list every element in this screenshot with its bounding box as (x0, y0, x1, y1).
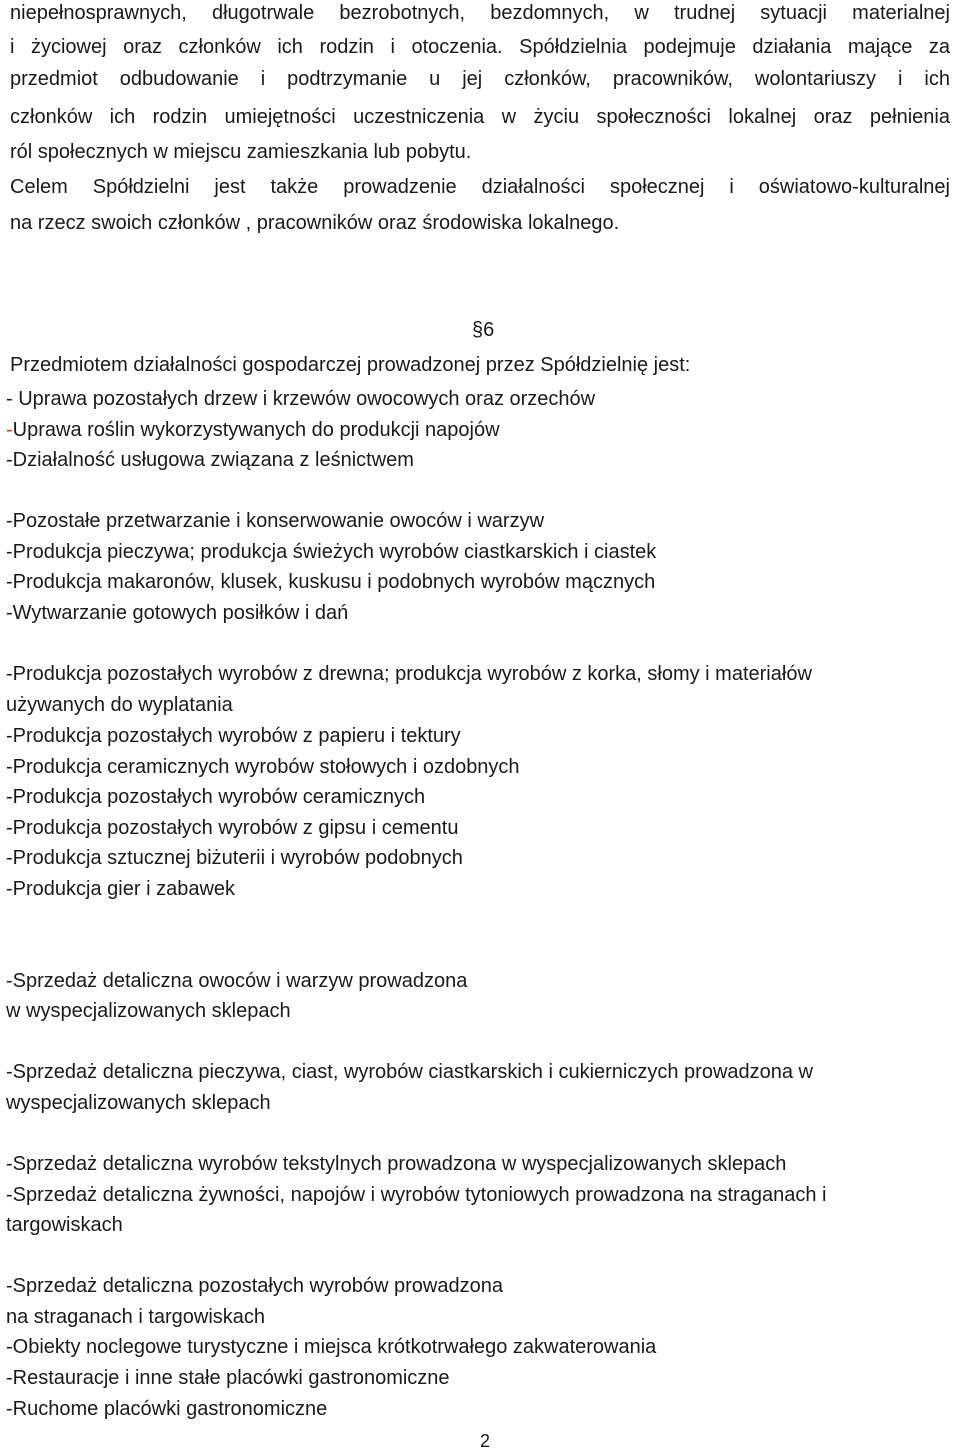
list-text: Uprawa roślin wykorzystywanych do produkcji napojów (12, 419, 500, 441)
list-text: Wytwarzanie gotowych posiłków i dań (12, 602, 349, 624)
list-text: Produkcja sztucznej biżuterii i wyrobów podobnych (12, 847, 463, 869)
list-text: wyspecjalizowanych sklepach (6, 1092, 271, 1114)
list-item (6, 416, 500, 444)
list-dash: - (6, 449, 13, 471)
list-text: Produkcja pieczywa; produkcja świeżych wyrobów ciastkarskich i ciastek (12, 541, 657, 563)
aim-line: na rzecz swoich członków , pracowników oraz środowiska lokalnego. (10, 212, 620, 234)
list-text: Produkcja pozostałych wyrobów z papieru i tektury (12, 725, 461, 747)
list-dash: - (6, 725, 13, 747)
list-text: Produkcja pozostałych wyrobów z drewna; produkcja wyrobów z korka, słomy i materiałów (12, 663, 812, 685)
list-item (6, 997, 291, 1025)
list-item (6, 507, 544, 535)
section-heading: §6 (472, 319, 495, 341)
list-text: Sprzedaż detaliczna pozostałych wyrobów prowadzona (12, 1275, 503, 1297)
list-dash: - (6, 1061, 13, 1083)
list-item (6, 814, 458, 842)
list-dash: - (6, 663, 13, 685)
list-dash: - (6, 1153, 13, 1175)
list-dash: - (6, 878, 13, 900)
list-dash: - (6, 1275, 13, 1297)
list-text: Pozostałe przetwarzanie i konserwowanie owoców i warzyw (12, 510, 545, 532)
list-dash: - (6, 1398, 13, 1420)
list-dash: - (6, 1184, 13, 1206)
list-text: Sprzedaż detaliczna wyrobów tekstylnych prowadzona w wyspecjalizowanych sklepach (12, 1153, 787, 1175)
list-dash: - (6, 571, 13, 593)
list-text: Produkcja makaronów, klusek, kuskusu i podobnych wyrobów mącznych (12, 571, 656, 593)
list-text: na straganach i targowiskach (6, 1306, 266, 1328)
list-dash: - (6, 970, 13, 992)
list-text: Sprzedaż detaliczna żywności, napojów i wyrobów tytoniowych prowadzona na straganach i (12, 1184, 827, 1206)
list-text: Produkcja pozostałych wyrobów z gipsu i cementu (12, 817, 459, 839)
list-dash: - (6, 510, 13, 532)
list-item (6, 691, 233, 719)
aim-line: Celem Spółdzielni jest także prowadzenie działalności społecznej i oświatowo-kulturalnej (10, 176, 950, 198)
intro-line: przedmiot odbudowanie i podtrzymanie u jej członków, pracowników, wolontariuszy i ich (10, 68, 950, 90)
list-dash: - (6, 847, 13, 869)
list-item (6, 1211, 123, 1239)
list-item (6, 568, 655, 596)
list-item (6, 660, 812, 688)
intro-line: i życiowej oraz członków ich rodzin i otoczenia. Spółdzielnia podejmuje działania mające za (10, 36, 950, 58)
list-dash: - (6, 1336, 13, 1358)
list-text: Działalność usługowa związana z leśnictwem (12, 449, 414, 471)
list-item (6, 722, 461, 750)
list-text: Restauracje i inne stałe placówki gastronomiczne (12, 1367, 450, 1389)
list-text: targowiskach (6, 1214, 123, 1236)
list-item (6, 1181, 826, 1209)
intro-line: ról społecznych w miejscu zamieszkania lub pobytu. (10, 141, 472, 163)
list-dash: - (6, 388, 19, 410)
list-item (6, 385, 595, 413)
list-item (6, 875, 235, 903)
list-dash: - (6, 1367, 13, 1389)
list-text: Produkcja gier i zabawek (12, 878, 236, 900)
list-item (6, 1089, 271, 1117)
list-item (6, 1395, 327, 1423)
list-item (6, 1303, 265, 1331)
list-dash: - (6, 541, 13, 563)
list-text: Produkcja pozostałych wyrobów ceramicznych (12, 786, 426, 808)
list-item (6, 1333, 656, 1361)
list-text: Ruchome placówki gastronomiczne (12, 1398, 328, 1420)
list-text: w wyspecjalizowanych sklepach (6, 1000, 291, 1022)
list-item (6, 844, 463, 872)
list-text: Sprzedaż detaliczna owoców i warzyw prowadzona (12, 970, 468, 992)
list-dash: - (6, 419, 13, 441)
list-item (6, 599, 348, 627)
intro-line: członków ich rodzin umiejętności uczestniczenia w życiu społeczności lokalnej oraz pełnienia (10, 106, 950, 128)
list-item (6, 1364, 450, 1392)
list-item (6, 1150, 786, 1178)
list-text: Sprzedaż detaliczna pieczywa, ciast, wyrobów ciastkarskich i cukierniczych prowadzona w (12, 1061, 814, 1083)
section-lead: Przedmiotem działalności gospodarczej prowadzonej przez Spółdzielnię jest: (10, 354, 691, 376)
page-number: 2 (480, 1431, 491, 1451)
list-item (6, 1058, 813, 1086)
list-item (6, 446, 414, 474)
list-dash: - (6, 817, 13, 839)
list-text: Obiekty noclegowe turystyczne i miejsca krótkotrwałego zakwaterowania (12, 1336, 657, 1358)
list-item (6, 1272, 503, 1300)
list-text: Uprawa pozostałych drzew i krzewów owocowych oraz orzechów (18, 388, 596, 410)
list-text: Produkcja ceramicznych wyrobów stołowych i ozdobnych (12, 756, 520, 778)
list-dash: - (6, 786, 13, 808)
list-dash: - (6, 756, 13, 778)
list-item (6, 753, 520, 781)
list-item (6, 783, 425, 811)
list-item (6, 967, 467, 995)
list-text: używanych do wyplatania (6, 694, 233, 716)
list-item (6, 538, 656, 566)
intro-line: niepełnosprawnych, długotrwale bezrobotnych, bezdomnych, w trudnej sytuacji materialnej (10, 2, 950, 24)
list-dash: - (6, 602, 13, 624)
